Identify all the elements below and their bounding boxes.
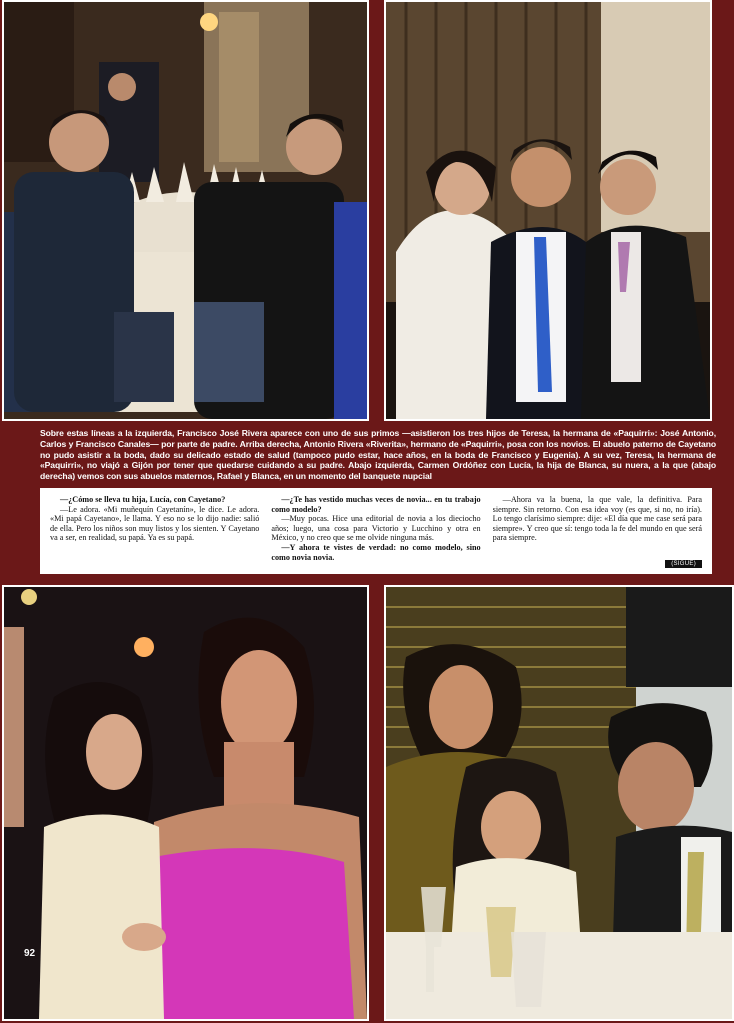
continues-label: (SIGUE) (665, 560, 702, 568)
interview-box (40, 488, 712, 574)
question: —¿Te has vestido muchas veces de novia... en tu trabajo como modelo? (271, 495, 481, 514)
photo-top-left (2, 0, 369, 421)
question: —¿Cómo se lleva tu hija, Lucía, con Cayetano? (60, 495, 226, 504)
question: —Y ahora te vistes de verdad: no como modelo, sino como novia novia. (271, 542, 481, 562)
answer: —Muy pocas. Hice una editorial de novia a los dieciocho años; luego, una cosa para Victorio y Lucchino y otra en México, y no creo que se me olvide ninguna más. (271, 514, 481, 543)
page-number: 92 (24, 948, 36, 959)
photo-top-right (384, 0, 712, 421)
interview-column-1 (50, 495, 259, 574)
photo-bottom-left (2, 585, 369, 1021)
interview-column-2 (271, 495, 480, 574)
photo-bottom-right (384, 585, 734, 1021)
answer: —Ahora va la buena, la que vale, la definitiva. Para siempre. Sin retorno. Con esa idea voy (es que, si no, no iría). Lo tengo clarísimo siempre: dije: «El día que me case será para siempre». Y creo que sí: tengo toda la fe del mundo en que será para siempre. (492, 495, 702, 543)
answer: —Le adora. «Mi muñequín Cayetanín», le dice. Le adora. «Mi papá Cayetano», le llama. Y eso no se lo dijo nadie: salió de ella. Pero los niños son muy listos y los sienten. Y Cayetano va a ser, en realidad, su papá. Ya es su papá. (50, 504, 260, 543)
photo-caption: Sobre estas líneas a la izquierda, Francisco José Rivera aparece con uno de sus primos —asistieron los tres hijos de Teresa, la hermana de «Paquirri»: José Antonio, Carlos y Francisco Canales— por parte de padre. Arriba derecha, Antonio Rivera «Riverita», hermano de «Paquirri», posa con los novios. El abuelo paterno de Cayetano no pudo asistir a la boda, dado su delicado estado de salud (tampoco pudo estar, hace años, en la boda de Francisco y Eugenia). A su vez, Teresa, la hermana de «Paquirri», no viajó a Gijón por tener que quedarse cuidando a su padre. Abajo izquierda, Carmen Ordóñez con Lucía, la hija de Blanca, su nuera, a la que (abajo derecha) vemos con sus abuelos maternos, Rafael y Blanca, en un momento del banquete nupcial (40, 428, 716, 482)
